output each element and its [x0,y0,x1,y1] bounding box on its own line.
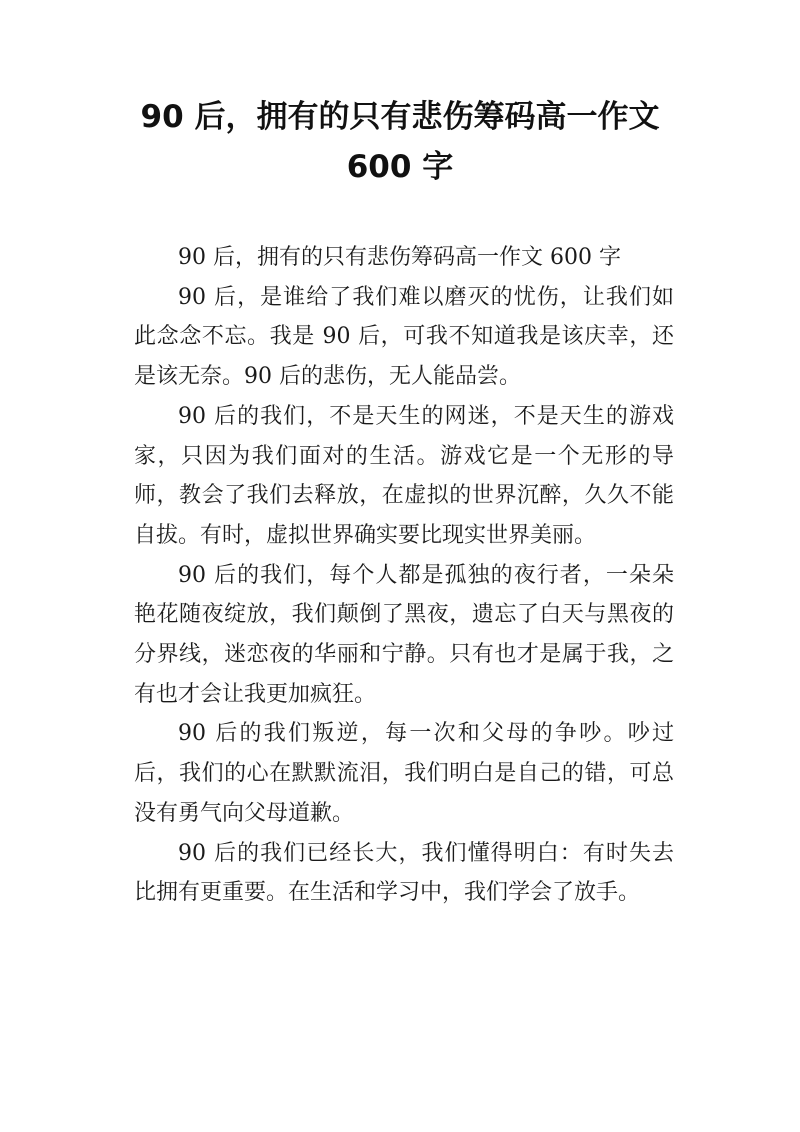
essay-body [134,238,674,913]
paragraph: 90 后的我们，每个人都是孤独的夜行者，一朵朵艳花随夜绽放，我们颠倒了黑夜，遗忘了白天与黑夜的分界线，迷恋夜的华丽和宁静。只有也才是属于我，之有也才会让我更加疯狂。 [134,562,674,707]
page-title [100,92,700,192]
title-line-2: 600 字 [346,149,454,185]
paragraph: 90 后的我们已经长大，我们懂得明白：有时失去比拥有更重要。在生活和学习中，我们学会了放手。 [134,840,674,906]
paragraph: 90 后的我们，不是天生的网迷，不是天生的游戏家，只因为我们面对的生活。游戏它是一个无形的导师，教会了我们去释放，在虚拟的世界沉醉，久久不能自拔。有时，虚拟世界确实要比现实世界美丽。 [134,403,674,548]
paragraph-subtitle: 90 后，拥有的只有悲伤筹码高一作文 600 字 [178,245,621,270]
paragraph: 90 后的我们叛逆，每一次和父母的争吵。吵过后，我们的心在默默流泪，我们明白是自己的错，可总没有勇气向父母道歉。 [134,721,674,826]
title-line-1: 90 后，拥有的只有悲伤筹码高一作文 [140,99,660,135]
paragraph: 90 后，是谁给了我们难以磨灭的忧伤，让我们如此念念不忘。我是 90 后，可我不知道我是该庆幸，还是该无奈。90 后的悲伤，无人能品尝。 [134,284,674,390]
